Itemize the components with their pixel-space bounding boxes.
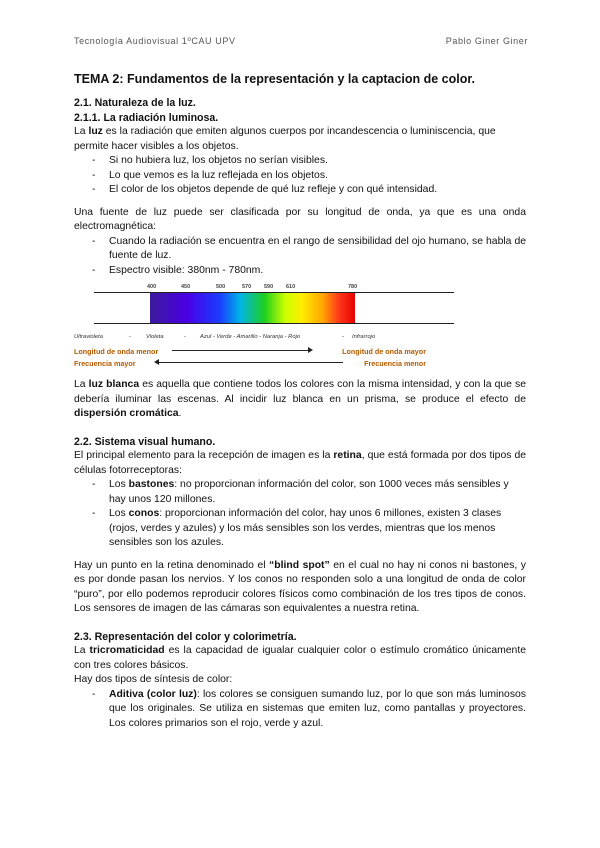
list-luz (74, 154, 526, 198)
paragraph-retina: El principal elemento para la recepción de imagen es la retina, que está formada por dos tipos de células fotorreceptoras: (74, 450, 526, 476)
section-2-3-heading: 2.3. Representación del color y colorimetría. (74, 630, 297, 643)
section-2-1-heading: 2.1. Naturaleza de la luz. (74, 97, 196, 109)
paragraph-luz: La luz es la radiación que emiten algunos cuerpos por incandescencia o luminiscencia, que permite hacer visibles a los objetos. (74, 126, 496, 152)
document-body (74, 72, 526, 731)
arrow-shaft (158, 362, 343, 363)
paragraph-fuente-luz: Una fuente de luz puede ser clasificada por su longitud de onda, ya que es una onda electromagnética: (74, 206, 526, 232)
band-label: Infrarrojo (352, 334, 376, 340)
arrow-right-icon (308, 347, 313, 353)
section-2-2-heading: 2.2. Sistema visual humano. (74, 435, 216, 448)
band-label: Azul - Verde - Amarillo - Naranja - Rojo (200, 334, 301, 340)
band-label: - (184, 334, 186, 340)
list-item: - Lo que vemos es la luz reflejada en los objetos. (74, 169, 526, 184)
nm-label: 590 (264, 284, 274, 290)
paragraph-luz-blanca: La luz blanca es aquella que contiene todos los colores con la misma intensidad, y con la que se debería iluminar las escenas. Al incidir luz blanca en un prisma, se produce el efecto de dispersión cromática. (74, 379, 527, 419)
paragraph-sintesis: Hay dos tipos de síntesis de color: (74, 674, 233, 685)
list-fuente-luz (74, 235, 526, 279)
frequency-high-label: Frecuencia mayor (74, 359, 136, 368)
nm-label: 400 (147, 284, 157, 290)
header-author: Pablo Giner Giner (445, 36, 528, 46)
list-item: - Los bastones: no proporcionan información del color, son 1000 veces más sensibles y hay unos 120 millones. (74, 478, 526, 507)
nm-label: 780 (348, 284, 358, 290)
list-item: - Cuando la radiación se encuentra en el rango de sensibilidad del ojo humano, se habla de fuente de luz. (74, 235, 526, 264)
list-fotorreceptores (74, 478, 526, 551)
list-item: - Si no hubiera luz, los objetos no serían visibles. (74, 154, 526, 169)
arrow-shaft (172, 350, 309, 351)
list-item: - El color de los objetos depende de qué luz refleje y con qué intensidad. (74, 183, 526, 198)
section-2-1-1-heading: 2.1.1. La radiación luminosa. (74, 111, 219, 124)
page-title: TEMA 2: Fundamentos de la representación y la captacion de color. (74, 72, 476, 86)
visible-spectrum-figure (74, 280, 526, 372)
list-sintesis (74, 688, 526, 732)
nm-label: 450 (181, 284, 191, 290)
list-item: - Los conos: proporcionan información del color, hay unos 6 millones, existen 3 clases (rojos, verdes y azules) y los más sensibles son los verdes, mientras que los menos sensibles son los azules. (74, 507, 526, 551)
paragraph-blind-spot: Hay un punto en la retina denominado el “blind spot” en el cual no hay ni conos ni bastones, y es por donde pasan los nervios. Y los conos no responden solo a una longitud de onda de color “puro”, por ello podemos reproducir colores físicos como combinación de los tres tipos de conos. Los sensores de imagen de las cámaras son equivalentes a nuestra retina. (74, 559, 526, 614)
spectrum-bottom-line (94, 323, 454, 324)
header-course: Tecnología Audiovisual 1ºCAU UPV (74, 36, 236, 46)
wavelength-arrow-row (74, 345, 426, 354)
spectrum-color-band (150, 293, 355, 323)
nm-label: 500 (216, 284, 226, 290)
frequency-arrow-row (74, 357, 426, 366)
wavelength-long-label: Longitud de onda mayor (342, 347, 426, 356)
list-item: - Espectro visible: 380nm - 780nm. (74, 264, 526, 279)
wavelength-short-label: Longitud de onda menor (74, 347, 159, 356)
nm-label: 610 (286, 284, 296, 290)
band-label: Ultravioleta (74, 334, 103, 340)
page-header (74, 36, 528, 46)
paragraph-tricromaticidad: La tricromaticidad es la capacidad de igualar cualquier color o estímulo cromático únicamente con tres colores básicos. (74, 645, 526, 671)
list-item: - Aditiva (color luz): los colores se consiguen sumando luz, por lo que son más luminosos que los originales. Se utiliza en sistemas que emiten luz, como pantallas y proyectores. Los colores primarios son el rojo, verde y azul. (74, 688, 526, 732)
band-label: - (342, 334, 344, 340)
frequency-low-label: Frecuencia menor (364, 359, 426, 368)
nm-label: 570 (242, 284, 252, 290)
band-label: Violeta (146, 334, 164, 340)
band-label: - (129, 334, 131, 340)
